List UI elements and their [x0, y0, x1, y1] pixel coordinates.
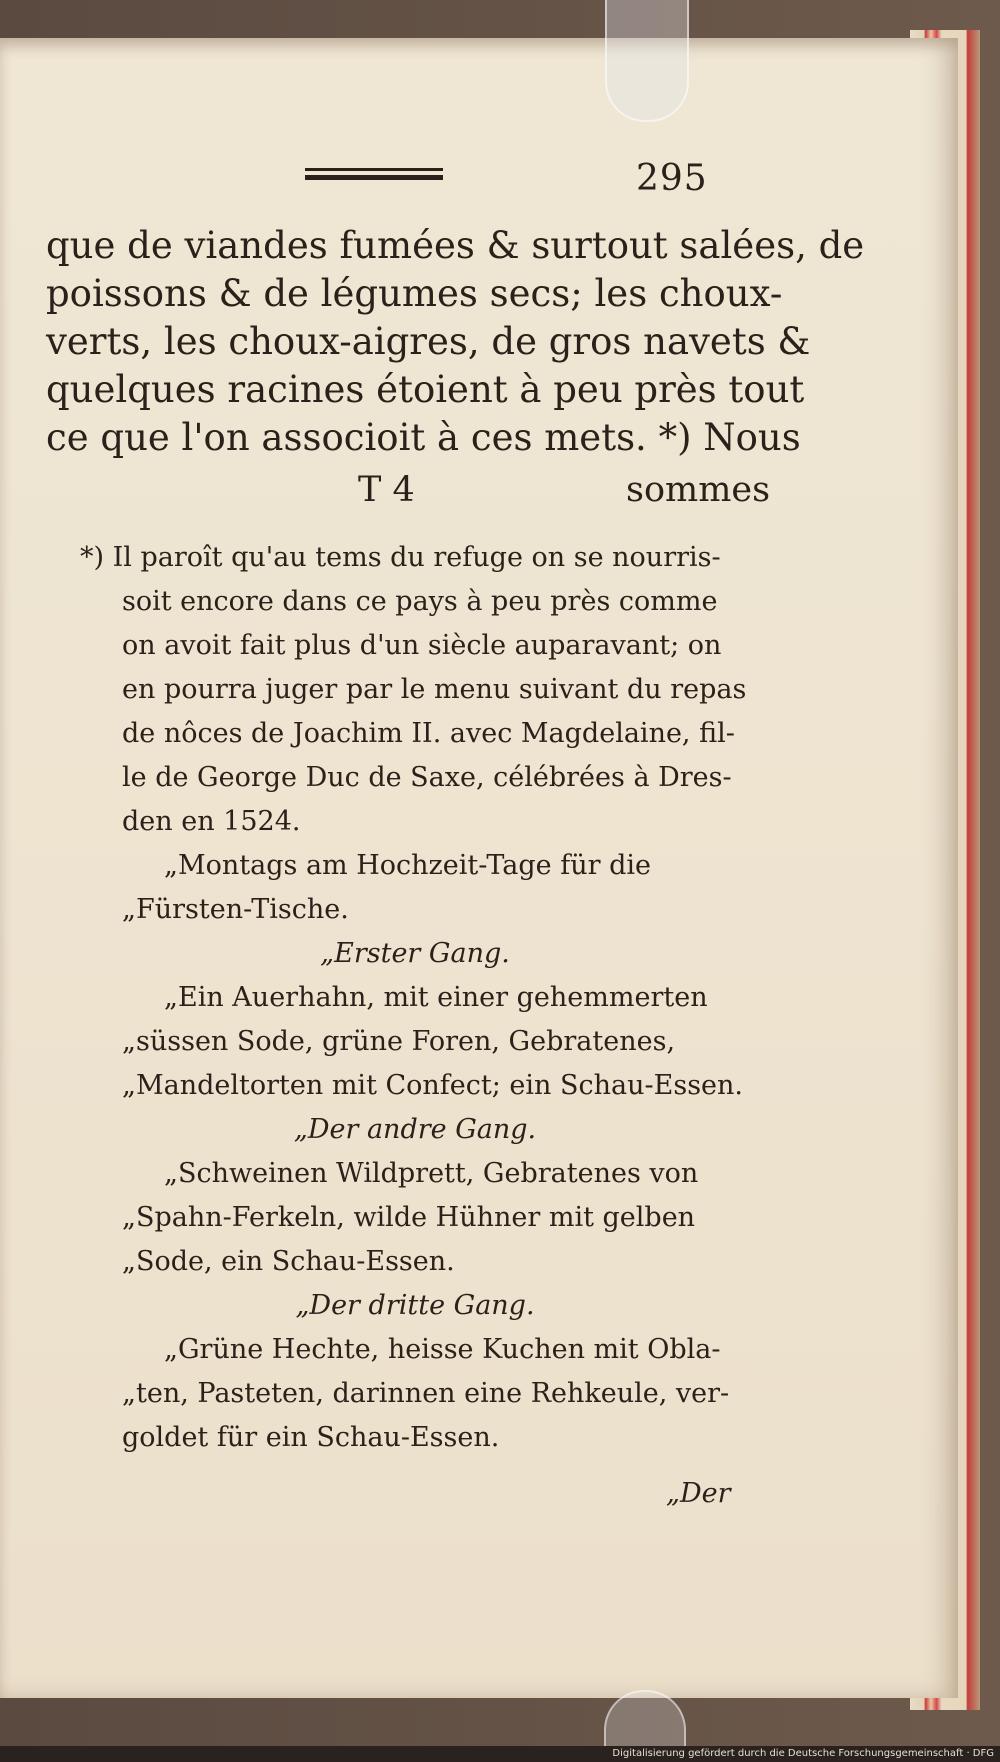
- footnote-line: *) Il paroît qu'au tems du refuge on se nourris-: [80, 542, 721, 573]
- menu-intro-line: „Fürsten-Tische.: [122, 894, 349, 925]
- footnote-line: de nôces de Joachim II. avec Magdelaine, fil-: [122, 718, 735, 749]
- footnote-line: en pourra juger par le menu suivant du repas: [122, 674, 747, 705]
- course-line: „Sode, ein Schau-Essen.: [122, 1246, 455, 1277]
- course-heading: „Erster Gang.: [320, 938, 510, 969]
- course-line: „Grüne Hechte, heisse Kuchen mit Obla-: [164, 1334, 721, 1365]
- main-line: quelques racines étoient à peu près tout: [46, 368, 805, 411]
- signature-row: [46, 470, 771, 520]
- footnote: [80, 536, 747, 1460]
- footnote-line: le de George Duc de Saxe, célébrées à Dres-: [122, 762, 732, 793]
- footnote-catchword: „Der: [666, 1478, 731, 1509]
- course-heading: „Der andre Gang.: [293, 1114, 537, 1145]
- page-number: 295: [636, 158, 708, 199]
- footnote-line: on avoit fait plus d'un siècle auparavant; on: [122, 630, 722, 661]
- main-text: [46, 222, 865, 462]
- catchword: sommes: [626, 470, 771, 510]
- page-clip-top: [605, 0, 689, 122]
- signature-mark: T 4: [358, 470, 415, 510]
- footnote-line: soit encore dans ce pays à peu près comme: [122, 586, 718, 617]
- header-rule: [305, 168, 443, 182]
- course-line: goldet für ein Schau-Essen.: [122, 1422, 500, 1453]
- footnote-line: den en 1524.: [122, 806, 301, 837]
- main-line: poissons & de légumes secs; les choux-: [46, 272, 783, 315]
- course-line: „Ein Auerhahn, mit einer gehemmerten: [164, 982, 708, 1013]
- course-line: „Mandeltorten mit Confect; ein Schau-Essen.: [122, 1070, 743, 1101]
- course-line: „süssen Sode, grüne Foren, Gebratenes,: [122, 1026, 676, 1057]
- main-line: que de viandes fumées & surtout salées, de: [46, 224, 865, 267]
- course-line: „ten, Pasteten, darinnen eine Rehkeule, ver-: [122, 1378, 730, 1409]
- course-line: „Schweinen Wildprett, Gebratenes von: [164, 1158, 699, 1189]
- digitization-credit: Digitalisierung gefördert durch die Deutsche Forschungsgemeinschaft · DFG: [612, 1748, 994, 1759]
- course-heading: „Der dritte Gang.: [295, 1290, 535, 1321]
- main-line: ce que l'on associoit à ces mets. *) Nous: [46, 416, 801, 459]
- main-line: verts, les choux-aigres, de gros navets &: [46, 320, 811, 363]
- course-line: „Spahn-Ferkeln, wilde Hühner mit gelben: [122, 1202, 696, 1233]
- menu-intro-line: „Montags am Hochzeit-Tage für die: [164, 850, 652, 881]
